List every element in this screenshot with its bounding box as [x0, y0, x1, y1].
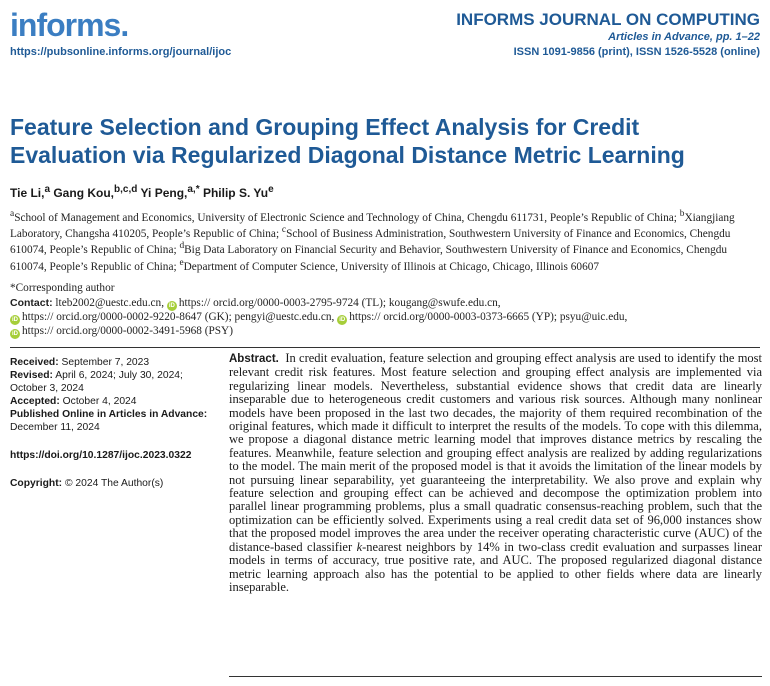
- orcid-icon: iD: [168, 303, 175, 309]
- journal-header: [456, 10, 760, 60]
- author-affil-sup: e: [268, 184, 274, 195]
- article-history: [10, 356, 218, 490]
- articles-in-advance: Articles in Advance, pp. 1–22: [608, 31, 760, 43]
- author-name: Philip S. Yu: [199, 186, 269, 200]
- accepted-label: Accepted:: [10, 396, 60, 407]
- affiliation: Department of Computer Science, University of Illinois at Chicago, Chicago, Illinois 60607: [183, 260, 600, 273]
- abstract-text: In credit evaluation, feature selection and grouping effect analysis are used to identify the most relevant credit risk features. Most feature selection and grouping effect analysis are implemented via regularizing linear models. Nevertheless, substantial evidence shows that credit data are linearly inseparable due to heterogeneous credit customers and various risk sources. Although many nonlinear models have been proposed in the last two decades, the majority of them required recombination of the original features, which made it difficult to interpret the results of the models. To cope with this dilemma, we propose a diagonal distance metric learning model that improves distance metrics by rescaling the features. Meanwhile, feature selection and grouping effect analysis are realized by adding regularizations to the model. The main merit of the proposed model is that it avoids the limitation of the linear models by not pursuing linear separability, yet guaranteeing the interpretability. We also prove and explain why feature selection and grouping effect can be achieved and decompose the optimization problem into parallel linear programming problems, plus a small quadratic consensus-reaching problem, such that the optimization can be efficiently solved. Experiments using a real credit data set of 96,000 instances show that the proposed model improves the area under the receiver operating characteristic curve (AUC) of the distance-based classifier: [229, 351, 763, 554]
- journal-url-link[interactable]: https://pubsonline.informs.org/journal/ijoc: [10, 46, 232, 58]
- affiliations: [10, 208, 760, 273]
- orcid-icon: iD: [12, 317, 18, 323]
- affil-sup: e: [179, 257, 184, 268]
- affiliation: Big Data Laboratory on Financial Security and Behavior, Southwestern University of Finance and Economics, Chengdu 610074, People’s Republic of China;: [10, 244, 728, 273]
- abstract-heading: Abstract.: [229, 353, 279, 365]
- corresponding-author-note: *Corresponding author: [10, 282, 115, 294]
- abstract: [229, 352, 762, 594]
- received-label: Received:: [10, 357, 59, 368]
- orcid-link[interactable]: https:// orcid.org/0000-0003-0373-6665 (YP);: [349, 311, 558, 323]
- affil-sup: b: [679, 209, 685, 219]
- published-date: December 11, 2024: [10, 422, 100, 433]
- author-affil-sup: a,*: [187, 184, 200, 195]
- received-date: September 7, 2023: [61, 357, 150, 368]
- email-link[interactable]: lteb2002@uestc.edu.cn,: [55, 297, 165, 309]
- orcid-icon: iD: [339, 317, 346, 323]
- abstract-text: -nearest neighbors by 14% in two-class credit evaluation and surpasses linear models in terms of accuracy, true positive rate, and AUC. The proposed regularized diagonal distance metric learning approach also has the potential to be applied to other fields where data are linearly inseparable.: [229, 539, 762, 594]
- section-divider: [10, 347, 760, 348]
- affil-sup: c: [281, 225, 287, 236]
- revised-dates: April 6, 2024; July 30, 2024; October 3, 2024: [10, 370, 183, 394]
- orcid-icon: iD: [12, 331, 18, 337]
- affil-sup: a: [10, 209, 15, 219]
- copyright-label: Copyright:: [10, 478, 63, 489]
- journal-name: INFORMS JOURNAL ON COMPUTING: [456, 10, 760, 29]
- accepted-date: October 4, 2024: [62, 396, 137, 407]
- doi-link[interactable]: https://doi.org/10.1287/ijoc.2023.0322: [10, 450, 192, 461]
- author-list: [10, 184, 274, 200]
- abstract-bottom-rule: [229, 676, 762, 677]
- orcid-link[interactable]: https:// orcid.org/0000-0003-2795-9724 (TL);: [178, 297, 387, 309]
- affiliation: School of Management and Economics, University of Electronic Science and Technology of China, Chengdu 611731, People’s Republic of China;: [14, 211, 680, 224]
- issn: ISSN 1091-9856 (print), ISSN 1526-5528 (online): [513, 46, 760, 58]
- email-link[interactable]: pengyi@uestc.edu.cn,: [234, 311, 335, 323]
- author-affil-sup: b,c,d: [114, 184, 138, 195]
- contact-block: [10, 297, 760, 339]
- affiliation: Xiangjiang Laboratory, Changsha 410205, People’s Republic of China;: [10, 211, 735, 240]
- contact-label: Contact:: [10, 297, 53, 309]
- published-label: Published Online in Articles in Advance:: [10, 409, 208, 420]
- article-title: Feature Selection and Grouping Effect Analysis for Credit Evaluation via Regularized Diagonal Distance Metric Learning: [10, 114, 685, 168]
- author-affil-sup: a: [44, 184, 51, 195]
- author-name: Gang Kou,: [50, 186, 115, 200]
- author-name: Yi Peng,: [137, 186, 188, 200]
- email-link[interactable]: kougang@swufe.edu.cn,: [388, 297, 501, 309]
- copyright-text: © 2024 The Author(s): [64, 478, 164, 489]
- orcid-link[interactable]: https:// orcid.org/0000-0002-3491-5968 (PSY): [22, 325, 233, 337]
- informs-logo: informs.: [10, 7, 129, 43]
- revised-label: Revised:: [10, 370, 53, 381]
- author-name: Tie Li,: [10, 186, 45, 200]
- affiliation: School of Business Administration, Southwestern University of Finance and Economics, Chengdu 610074, People’s Republic of China;: [10, 227, 731, 257]
- email-link[interactable]: psyu@uic.edu,: [559, 311, 628, 323]
- orcid-link[interactable]: https:// orcid.org/0000-0002-9220-8647 (GK);: [22, 311, 232, 323]
- affil-sup: d: [179, 241, 185, 252]
- abstract-k-italic: k: [356, 539, 363, 554]
